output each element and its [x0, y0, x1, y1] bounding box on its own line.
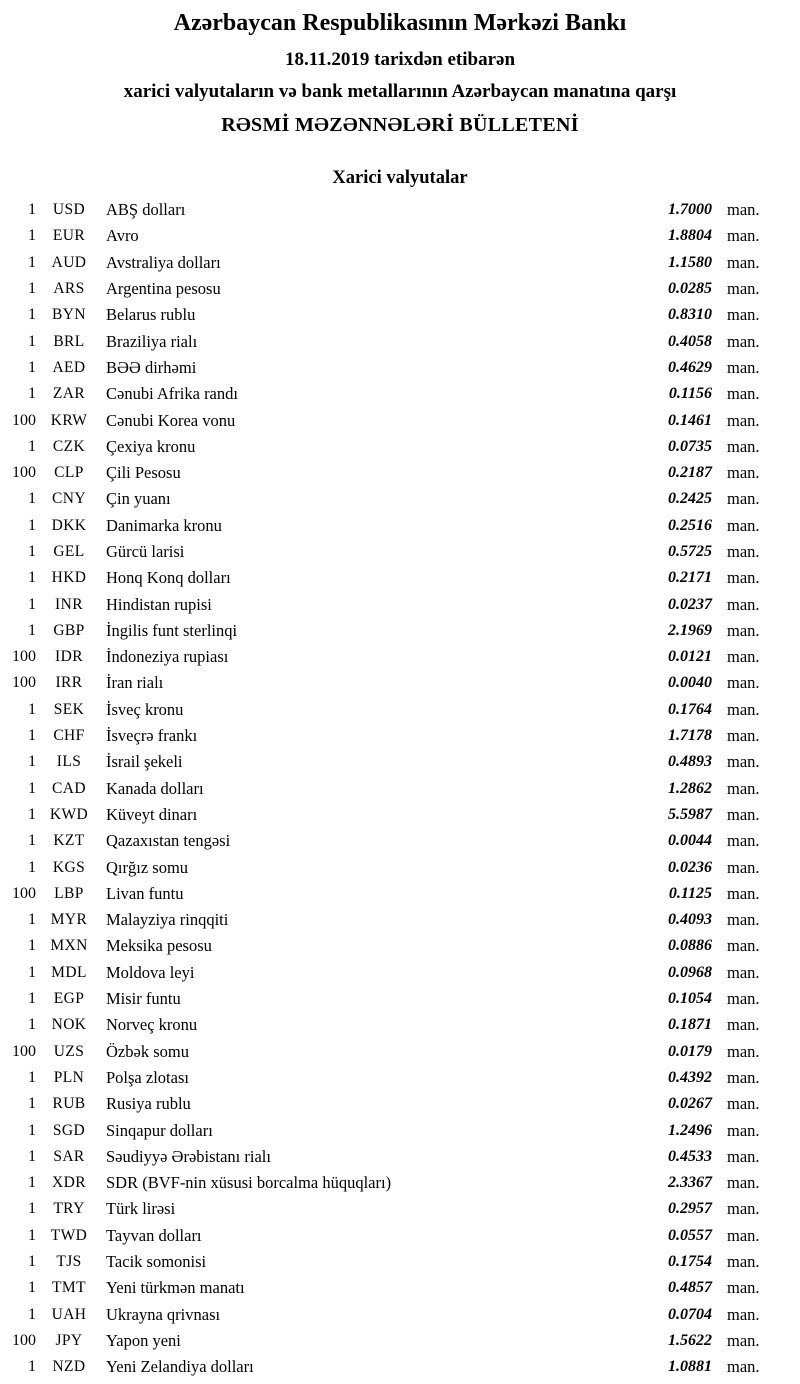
currency-code: MXN [50, 937, 88, 955]
currency-name: Yeni türkmən manatı [106, 1278, 245, 1298]
nominal-value: 1 [28, 727, 36, 745]
currency-code: NOK [51, 1016, 87, 1034]
currency-name: Türk lirəsi [106, 1199, 176, 1219]
nominal-value: 1 [28, 490, 36, 508]
unit-label: man. [727, 1225, 760, 1245]
nominal-value: 1 [28, 1200, 36, 1218]
currency-name: Çili Pesosu [106, 463, 181, 483]
currency-name: Ukrayna qrivnası [106, 1304, 221, 1324]
currency-code: CAD [52, 779, 86, 797]
currency-name: Yeni Zelandiya dolları [106, 1357, 254, 1377]
table-row [0, 250, 800, 276]
section-title-foreign-currencies: Xarici valyutalar [332, 168, 468, 188]
currency-code: BYN [52, 306, 86, 324]
currency-code: KZT [53, 832, 85, 850]
nominal-value: 1 [28, 543, 36, 560]
nominal-value: 1 [28, 306, 36, 324]
table-row [0, 802, 800, 828]
currency-code: NZD [52, 1358, 86, 1376]
rate-value: 0.4392 [668, 1068, 712, 1086]
currency-code: CLP [54, 464, 84, 482]
currency-code: TJS [56, 1253, 82, 1271]
unit-label: man. [727, 1199, 760, 1219]
unit-label: man. [727, 804, 760, 824]
currency-name: İsveçrə frankı [106, 726, 198, 746]
currency-name: Rusiya rublu [106, 1094, 191, 1114]
nominal-value: 100 [12, 1042, 36, 1060]
nominal-value: 100 [12, 1331, 36, 1349]
currency-code: RUB [52, 1095, 86, 1113]
table-row [0, 1091, 800, 1117]
rate-value: 0.1754 [668, 1253, 712, 1271]
currency-code: JPY [55, 1331, 83, 1349]
nominal-value: 1 [28, 911, 36, 929]
unit-label: man. [727, 226, 760, 246]
currency-name: İsveç kronu [106, 699, 184, 719]
rate-value: 5.5987 [668, 805, 712, 823]
nominal-value: 1 [28, 1095, 36, 1113]
currency-code: CZK [52, 437, 86, 455]
currency-code: KGS [52, 858, 86, 876]
currency-name: Avstraliya dolları [106, 252, 221, 272]
currency-name: Küveyt dinarı [106, 804, 198, 824]
currency-code: SGD [52, 1121, 86, 1139]
table-row [0, 1223, 800, 1249]
table-row [0, 986, 800, 1012]
nominal-value: 1 [28, 753, 36, 771]
table-row [0, 618, 800, 644]
nominal-value: 1 [28, 1253, 36, 1271]
nominal-value: 1 [28, 1226, 36, 1244]
nominal-value: 100 [12, 648, 36, 666]
rate-value: 0.1461 [668, 411, 712, 429]
currency-name: Qırğız somu [106, 857, 189, 877]
currency-name: Yapon yeni [106, 1330, 181, 1350]
table-row [0, 1301, 800, 1327]
table-row [0, 302, 800, 328]
currency-name: Honq Konq dolları [106, 568, 231, 588]
unit-label: man. [727, 436, 760, 456]
bank-name-title: Azərbaycan Respublikasının Mərkəzi Bankı [173, 10, 627, 36]
currency-name: Braziliya rialı [106, 331, 198, 351]
nominal-value: 100 [12, 884, 36, 902]
nominal-value: 1 [28, 1358, 36, 1376]
currency-code: USD [52, 201, 86, 219]
unit-label: man. [727, 620, 760, 640]
unit-label: man. [727, 410, 760, 430]
currency-name: Sinqapur dolları [106, 1120, 213, 1140]
table-row [0, 907, 800, 933]
currency-name: Özbək somu [106, 1041, 189, 1061]
table-row [0, 486, 800, 512]
nominal-value: 1 [28, 227, 36, 245]
table-row [0, 854, 800, 880]
currency-code: LBP [54, 884, 84, 902]
rate-value: 0.4093 [668, 911, 712, 929]
table-row [0, 460, 800, 486]
currency-code: ARS [53, 280, 85, 298]
currency-code: UZS [53, 1042, 85, 1060]
nominal-value: 1 [28, 990, 36, 1008]
table-row [0, 407, 800, 433]
currency-name: Misir funtu [106, 989, 181, 1009]
unit-label: man. [727, 384, 760, 404]
currency-name: Səudiyyə Ərəbistanı rialı [106, 1146, 271, 1166]
effective-date-line: 18.11.2019 tarixdən etibarən [284, 49, 516, 70]
currency-name: BƏƏ dirhəmi [106, 357, 197, 377]
rate-value: 1.8804 [668, 227, 712, 245]
rate-value: 0.1764 [668, 700, 712, 718]
currency-code: HKD [51, 569, 87, 587]
rate-value: 0.0557 [668, 1226, 712, 1244]
currency-name: Belarus rublu [106, 305, 196, 325]
currency-name: ABŞ dolları [106, 200, 186, 220]
currency-code: TWD [50, 1226, 88, 1244]
rate-value: 2.1969 [668, 621, 712, 639]
currency-code: BRL [53, 332, 85, 350]
nominal-value: 1 [28, 779, 36, 797]
nominal-value: 1 [28, 595, 36, 613]
currency-code: UAH [51, 1305, 87, 1323]
currency-code: MYR [50, 911, 88, 929]
nominal-value: 1 [28, 1068, 36, 1086]
currency-code: INR [55, 595, 83, 613]
table-row [0, 328, 800, 354]
unit-label: man. [727, 1120, 760, 1140]
unit-label: man. [727, 673, 760, 693]
currency-code: AUD [51, 253, 87, 271]
currency-name: Hindistan rupisi [106, 594, 212, 614]
currency-code: GBP [53, 621, 85, 639]
table-row [0, 881, 800, 907]
table-row [0, 1328, 800, 1354]
table-row [0, 276, 800, 302]
nominal-value: 1 [28, 1016, 36, 1034]
currency-name: Çin yuanı [106, 489, 171, 509]
nominal-value: 1 [28, 700, 36, 718]
table-row [0, 1196, 800, 1222]
unit-label: man. [727, 515, 760, 535]
nominal-value: 1 [28, 1147, 36, 1165]
table-row [0, 1012, 800, 1038]
currency-name: Cənubi Afrika randı [106, 384, 238, 404]
bulletin-title: RƏSMİ MƏZƏNNƏLƏRİ BÜLLETENİ [221, 114, 579, 136]
unit-label: man. [727, 1146, 760, 1166]
unit-label: man. [727, 305, 760, 325]
currency-name: Polşa zlotası [106, 1067, 189, 1087]
table-row [0, 776, 800, 802]
unit-label: man. [727, 1330, 760, 1350]
rate-value: 0.4058 [668, 332, 712, 350]
currency-name: Argentina pesosu [106, 279, 221, 299]
nominal-value: 1 [28, 569, 36, 587]
rate-value: 1.5622 [668, 1331, 712, 1349]
unit-label: man. [727, 1278, 760, 1298]
unit-label: man. [727, 936, 760, 956]
unit-label: man. [727, 1252, 760, 1272]
unit-label: man. [727, 1173, 760, 1193]
rate-value: 0.1156 [668, 385, 712, 403]
nominal-value: 1 [28, 385, 36, 403]
currency-name: Meksika pesosu [106, 936, 212, 956]
rate-value: 0.0886 [668, 937, 712, 955]
nominal-value: 1 [28, 1305, 36, 1323]
rate-value: 0.0267 [668, 1095, 712, 1113]
currency-code: KWD [49, 805, 89, 823]
rate-value: 1.2862 [668, 779, 712, 797]
table-row [0, 591, 800, 617]
unit-label: man. [727, 1015, 760, 1035]
table-row [0, 960, 800, 986]
unit-label: man. [727, 989, 760, 1009]
currency-code: GEL [53, 543, 85, 560]
currency-name: Norveç kronu [106, 1015, 198, 1035]
nominal-value: 1 [28, 358, 36, 376]
rate-value: 1.7178 [668, 727, 712, 745]
nominal-value: 1 [28, 516, 36, 534]
currency-code: DKK [51, 516, 87, 534]
unit-label: man. [727, 568, 760, 588]
rate-value: 0.4857 [668, 1279, 712, 1297]
currency-name: Çexiya kronu [106, 436, 196, 456]
unit-label: man. [727, 726, 760, 746]
rate-value: 0.0236 [668, 858, 712, 876]
table-row [0, 1354, 800, 1380]
currency-code: XDR [52, 1174, 86, 1192]
rate-value: 2.3367 [668, 1174, 712, 1192]
unit-label: man. [727, 1094, 760, 1114]
rate-value: 1.1580 [668, 253, 712, 271]
table-row [0, 513, 800, 539]
rate-value: 0.2516 [668, 516, 712, 534]
rate-value: 0.1125 [668, 884, 712, 902]
nominal-value: 1 [28, 1121, 36, 1139]
unit-label: man. [727, 200, 760, 220]
currency-code: KRW [50, 411, 88, 429]
unit-label: man. [727, 699, 760, 719]
table-row [0, 1144, 800, 1170]
rate-value: 0.0121 [668, 648, 712, 666]
currency-name: Qazaxıstan tengəsi [106, 831, 231, 851]
currency-name: Moldova leyi [106, 962, 195, 982]
currency-code: SAR [53, 1147, 85, 1165]
unit-label: man. [727, 962, 760, 982]
unit-label: man. [727, 1357, 760, 1377]
table-row [0, 565, 800, 591]
currency-name: Avro [106, 226, 139, 246]
rate-value: 0.4533 [668, 1147, 712, 1165]
rate-value: 0.0968 [668, 963, 712, 981]
table-row [0, 539, 800, 565]
rate-value: 0.0179 [668, 1042, 712, 1060]
unit-label: man. [727, 489, 760, 509]
table-row [0, 1249, 800, 1275]
rate-value: 0.0735 [668, 437, 712, 455]
table-row [0, 697, 800, 723]
table-row [0, 670, 800, 696]
nominal-value: 1 [28, 437, 36, 455]
rate-value: 0.8310 [668, 306, 712, 324]
currency-name: Tacik somonisi [106, 1252, 207, 1272]
table-row [0, 749, 800, 775]
table-row [0, 828, 800, 854]
unit-label: man. [727, 279, 760, 299]
rate-value: 0.4893 [668, 753, 712, 771]
unit-label: man. [727, 463, 760, 483]
unit-label: man. [727, 594, 760, 614]
rate-value: 0.0704 [668, 1305, 712, 1323]
rate-value: 1.0881 [668, 1358, 712, 1376]
nominal-value: 100 [12, 464, 36, 482]
rate-value: 1.7000 [668, 201, 712, 219]
currency-code: CNY [52, 490, 86, 508]
table-row [0, 723, 800, 749]
table-row [0, 223, 800, 249]
nominal-value: 1 [28, 963, 36, 981]
currency-code: SEK [53, 700, 85, 718]
table-row [0, 933, 800, 959]
table-row [0, 1039, 800, 1065]
currency-code: EGP [53, 990, 85, 1008]
rate-value: 0.0044 [668, 832, 712, 850]
currency-name: İngilis funt sterlinqi [106, 620, 238, 640]
nominal-value: 1 [28, 201, 36, 219]
table-row [0, 1170, 800, 1196]
nominal-value: 1 [28, 1279, 36, 1297]
unit-label: man. [727, 1067, 760, 1087]
unit-label: man. [727, 357, 760, 377]
table-row [0, 644, 800, 670]
rate-value: 0.0285 [668, 280, 712, 298]
currency-name: Malayziya rinqqiti [106, 910, 229, 930]
currency-name: Danimarka kronu [106, 515, 222, 535]
nominal-value: 100 [12, 411, 36, 429]
unit-label: man. [727, 647, 760, 667]
currency-name: Tayvan dolları [106, 1225, 202, 1245]
rate-value: 0.2171 [668, 569, 712, 587]
currency-code: AED [52, 358, 86, 376]
rate-value: 0.0237 [668, 595, 712, 613]
currency-name: SDR (BVF-nin xüsusi borcalma hüquqları) [106, 1173, 392, 1193]
currency-code: IRR [55, 674, 83, 692]
unit-label: man. [727, 778, 760, 798]
table-row [0, 434, 800, 460]
rate-value: 0.1871 [668, 1016, 712, 1034]
scope-line: xarici valyutaların və bank metallarının Azərbaycan manatına qarşı [123, 81, 677, 102]
nominal-value: 1 [28, 1174, 36, 1192]
nominal-value: 1 [28, 805, 36, 823]
table-row [0, 1275, 800, 1301]
currency-code: TRY [53, 1200, 85, 1218]
currency-name: Cənubi Korea vonu [106, 410, 236, 430]
rate-value: 0.2957 [668, 1200, 712, 1218]
nominal-value: 1 [28, 621, 36, 639]
nominal-value: 1 [28, 832, 36, 850]
currency-name: İran rialı [106, 673, 164, 693]
nominal-value: 1 [28, 332, 36, 350]
rate-value: 0.2187 [668, 464, 712, 482]
exchange-rates-table [0, 197, 800, 1380]
rate-value: 0.5725 [668, 543, 712, 560]
nominal-value: 1 [28, 253, 36, 271]
rate-value: 0.1054 [668, 990, 712, 1008]
unit-label: man. [727, 752, 760, 772]
table-row [0, 355, 800, 381]
table-row [0, 1065, 800, 1091]
unit-label: man. [727, 1304, 760, 1324]
currency-code: TMT [52, 1279, 86, 1297]
currency-code: PLN [53, 1068, 85, 1086]
nominal-value: 100 [12, 674, 36, 692]
nominal-value: 1 [28, 937, 36, 955]
currency-name: İndoneziya rupiası [106, 647, 229, 667]
unit-label: man. [727, 910, 760, 930]
rate-value: 0.0040 [668, 674, 712, 692]
rate-value: 0.2425 [668, 490, 712, 508]
rate-value: 1.2496 [668, 1121, 712, 1139]
currency-code: MDL [51, 963, 87, 981]
rate-value: 0.4629 [668, 358, 712, 376]
nominal-value: 1 [28, 280, 36, 298]
currency-name: İsrail şekeli [106, 752, 183, 772]
unit-label: man. [727, 1041, 760, 1061]
table-row [0, 197, 800, 223]
unit-label: man. [727, 857, 760, 877]
currency-code: ILS [56, 753, 82, 771]
currency-name: Kanada dolları [106, 778, 204, 798]
currency-name: Livan funtu [106, 883, 184, 903]
unit-label: man. [727, 331, 760, 351]
unit-label: man. [727, 542, 760, 561]
unit-label: man. [727, 883, 760, 903]
nominal-value: 1 [28, 858, 36, 876]
currency-code: IDR [55, 648, 83, 666]
table-row [0, 1117, 800, 1143]
currency-code: CHF [53, 727, 85, 745]
currency-code: ZAR [52, 385, 86, 403]
unit-label: man. [727, 831, 760, 851]
currency-code: EUR [52, 227, 86, 245]
unit-label: man. [727, 252, 760, 272]
table-row [0, 381, 800, 407]
currency-name: Gürcü larisi [106, 542, 185, 561]
